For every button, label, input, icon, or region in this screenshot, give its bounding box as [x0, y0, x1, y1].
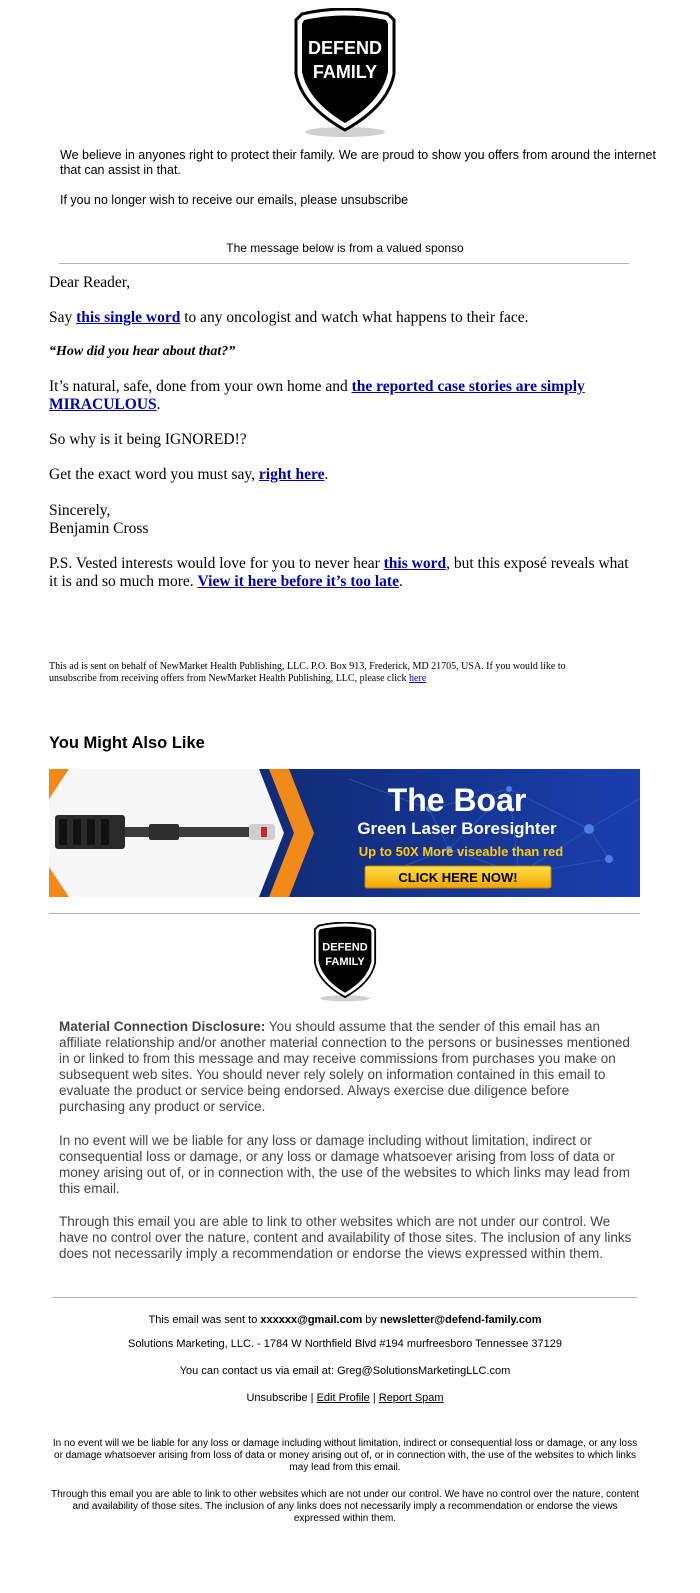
disclosure-paragraph-2: In no event will we be liable for any loss or damage including without limitation, indirect or consequential loss or damage, or any loss or damage whatsoever arising from loss of data or money arising out of, or in connection with, the use of the websites to which links may lead from this email.: [59, 1133, 631, 1196]
p1-prefix: Say: [49, 309, 77, 326]
disclosure-label: Material Connection Disclosure:: [59, 1019, 266, 1034]
case-stories-link[interactable]: the reported case stories are simply MIRACULOUS: [49, 378, 585, 413]
letter-greeting: Dear Reader,: [49, 274, 131, 291]
sent-by: by: [362, 1314, 380, 1326]
divider: [49, 913, 640, 914]
logo-line1: DEFEND: [307, 38, 383, 58]
contact-line: You can contact us via email at: Greg@SolutionsMarketingLLC.com: [179, 1365, 511, 1377]
p5-suffix: .: [324, 466, 329, 483]
separator: |: [369, 1392, 379, 1404]
banner-subtitle: Green Laser Boresighter: [357, 819, 557, 838]
sender-email: newsletter@defend-family.com: [379, 1314, 542, 1326]
unsubscribe-link[interactable]: Unsubscribe: [246, 1392, 308, 1404]
p1-suffix: to any oncologist and watch what happens to their face.: [180, 309, 529, 326]
letter-paragraph-3: [49, 378, 639, 414]
also-like-heading: You Might Also Like: [49, 734, 205, 752]
banner-cta-button[interactable]: CLICK HERE NOW!: [398, 870, 518, 885]
shield-icon: [290, 8, 400, 138]
intro-text: We believe in anyones right to protect their family. We are proud to show you offers from around the internet that can assist in that.: [60, 148, 656, 177]
logo-line1: DEFEND: [322, 941, 368, 954]
banner-tagline: Up to 50X More viseable than red: [358, 844, 564, 859]
ps-prefix: P.S. Vested interests would love for you to never hear: [49, 555, 384, 572]
disclosure-paragraph-1: [59, 1019, 639, 1115]
ps-middle: , but this exposé reveals what it is and so much more.: [49, 555, 629, 590]
sponsor-note: The message below is from a valued sponso: [226, 241, 464, 255]
disclosure-text-1: You should assume that the sender of this email has an affiliate relationship and/or another material connection to the persons or businesses mentioned in or linked to from this message and may receive commissions from purchases you make on subsequent web sites. You should never rely solely on information contained in this email to evaluate the product or service being endorsed. Always exercise due diligence before purchasing any product or service.: [59, 1019, 630, 1114]
legal-links: Through this email you are able to link to other websites which are not under our control. We have no control over the nature, content and availability of those sites. The inclusion of any links does not necessarily imply a recommendation or endorse the views expressed within them.: [51, 1489, 639, 1524]
letter-closing: Sincerely,: [49, 502, 111, 519]
view-it-here-link[interactable]: View it here before it’s too late: [197, 573, 399, 590]
letter-ps: [49, 555, 641, 591]
recipient-email: xxxxxx@gmail.com: [260, 1314, 363, 1326]
letter-paragraph-5: [49, 466, 644, 484]
letter-quote: “How did you hear about that?”: [49, 344, 236, 359]
intro-unsubscribe-link[interactable]: unsubscribe: [340, 193, 409, 207]
ad-notice-unsubscribe-link[interactable]: here: [409, 672, 427, 684]
ad-notice: [49, 661, 609, 684]
p5-prefix: Get the exact word you must say,: [49, 466, 259, 483]
separator: |: [307, 1392, 317, 1404]
p3-prefix: It’s natural, safe, done from your own home and: [49, 378, 352, 395]
divider: [59, 263, 629, 264]
company-address: Solutions Marketing, LLC. - 1784 W Northfield Blvd #194 murfreesboro Tennessee 37129: [128, 1338, 562, 1350]
logo-line2: FAMILY: [325, 956, 365, 969]
letter-paragraph-4: So why is it being IGNORED!?: [49, 431, 247, 448]
divider: [52, 1297, 637, 1298]
defend-family-logo-small: [310, 922, 380, 1002]
banner-graphic: [49, 769, 640, 897]
letter-signature: Benjamin Cross: [49, 520, 149, 537]
defend-family-logo: [290, 8, 400, 138]
banner-title: The Boar: [387, 782, 527, 818]
report-spam-link[interactable]: Report Spam: [378, 1392, 444, 1404]
single-word-link[interactable]: this single word: [76, 309, 181, 326]
disclosure-paragraph-3: Through this email you are able to link to other websites which are not under our control. We have no control over the nature, content and availability of those sites. The inclusion of any links does not necessarily imply a recommendation or endorse the views expressed within them.: [59, 1214, 632, 1261]
ps-suffix: .: [398, 573, 403, 590]
ad-notice-text: This ad is sent on behalf of NewMarket Health Publishing, LLC. P.O. Box 913, Frederick, MD 21705, USA. If you would like to unsubscribe from receiving offers from NewMarket Health Publishing, LLC, please click: [49, 661, 566, 684]
sent-prefix: This email was sent to: [148, 1314, 261, 1326]
boar-ad-banner[interactable]: [49, 769, 640, 897]
intro-unsubscribe-prefix: If you no longer wish to receive our emails, please: [60, 193, 338, 207]
footer-links: [0, 1392, 690, 1404]
intro-unsubscribe-line: [60, 193, 660, 208]
this-word-link[interactable]: this word: [383, 555, 447, 572]
p3-suffix: .: [156, 396, 161, 413]
edit-profile-link[interactable]: Edit Profile: [316, 1392, 370, 1404]
shield-icon: [310, 922, 380, 1002]
right-here-link[interactable]: right here: [258, 466, 325, 483]
letter-paragraph-1: [49, 309, 644, 327]
legal-liability: In no event will we be liable for any loss or damage including without limitation, indirect or consequential loss or damage, or any loss or damage whatsoever arising from loss of data or money arising out of, or in connection with, the use of the websites to which links may lead from this email.: [52, 1438, 638, 1473]
logo-line2: FAMILY: [312, 62, 378, 82]
sent-to-line: [0, 1314, 690, 1326]
